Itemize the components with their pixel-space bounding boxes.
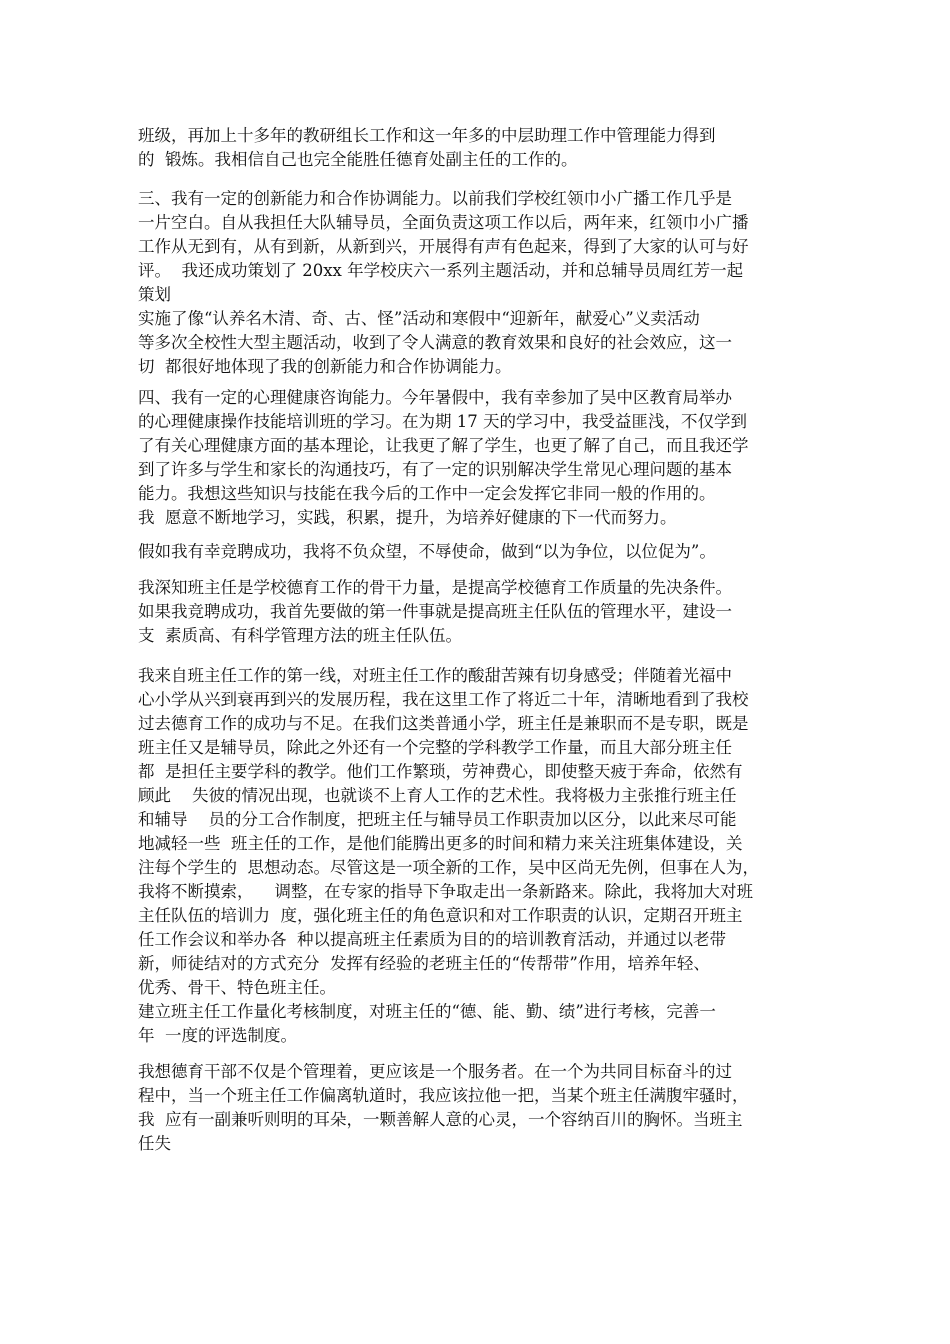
text-line: 假如我有幸竞聘成功，我将不负众望，不辱使命，做到“以为争位，以位促为”。 [138, 542, 716, 561]
text-line: 我深知班主任是学校德育工作的骨干力量，是提高学校德育工作质量的先决条件。 [138, 578, 732, 597]
paragraph-5 [138, 576, 818, 648]
text-line: 班主任又是辅导员，除此之外还有一个完整的学科教学工作量，而且大部分班主任 [138, 738, 732, 757]
paragraph-2 [138, 187, 818, 379]
text-line: 的 锻炼。我相信自己也完全能胜任德育处副主任的工作的。 [138, 150, 578, 169]
paragraph-1 [138, 124, 818, 172]
text-line: 我 愿意不断地学习，实践，积累，提升，为培养好健康的下一代而努力。 [138, 508, 677, 527]
text-line: 任失 [138, 1134, 171, 1153]
text-line: 工作从无到有，从有到新，从新到兴，开展得有声有色起来，得到了大家的认可与好 [138, 237, 749, 256]
paragraph-6 [138, 664, 818, 1048]
text-line: 心小学从兴到衰再到兴的发展历程，我在这里工作了将近二十年，清晰地看到了我校 [138, 690, 749, 709]
text-line: 程中，当一个班主任工作偏离轨道时，我应该拉他一把，当某个班主任满腹牢骚时， [138, 1086, 749, 1105]
text-line: 主任队伍的培训力 度，强化班主任的角色意识和对工作职责的认识，定期召开班主 [138, 906, 743, 925]
text-line: 三、我有一定的创新能力和合作协调能力。以前我们学校红领巾小广播工作几乎是 [138, 189, 732, 208]
text-line: 四、我有一定的心理健康咨询能力。今年暑假中，我有幸参加了吴中区教育局举办 [138, 388, 732, 407]
text-line: 到了许多与学生和家长的沟通技巧，有了一定的识别解决学生常见心理问题的基本 [138, 460, 732, 479]
text-line: 一片空白。自从我担任大队辅导员，全面负责这项工作以后，两年来，红领巾小广播 [138, 213, 749, 232]
text-line: 地减轻一些 班主任的工作，是他们能腾出更多的时间和精力来关注班集体建设，关 [138, 834, 743, 853]
text-line: 如果我竞聘成功，我首先要做的第一件事就是提高班主任队伍的管理水平，建设一 [138, 602, 732, 621]
text-line: 注每个学生的 思想动态。尽管这是一项全新的工作，吴中区尚无先例，但事在人为， [138, 858, 759, 877]
text-line: 我来自班主任工作的第一线，对班主任工作的酸甜苦辣有切身感受；伴随着光福中 [138, 666, 732, 685]
text-line: 都 是担任主要学科的教学。他们工作繁琐，劳神费心，即使整天疲于奔命，依然有 [138, 762, 743, 781]
text-line: 评。 我还成功策划了 20xx 年学校庆六一系列主题活动，并和总辅导员周红芳一起 [138, 261, 744, 280]
text-line: 我想德育干部不仅是个管理着，更应该是一个服务者。在一个为共同目标奋斗的过 [138, 1062, 732, 1081]
text-line: 等多次全校性大型主题活动，收到了令人满意的教育效果和良好的社会效应，这一 [138, 333, 732, 352]
text-line: 年 一度的评选制度。 [138, 1026, 297, 1045]
text-line: 优秀、骨干、特色班主任。 [138, 978, 336, 997]
text-line: 我将不断摸索， 调整，在专家的指导下争取走出一条新路来。除此，我将加大对班 [138, 882, 753, 901]
text-line: 班级，再加上十多年的教研组长工作和这一年多的中层助理工作中管理能力得到 [138, 126, 716, 145]
text-line: 任工作会议和举办各 种以提高班主任素质为目的的培训教育活动，并通过以老带 [138, 930, 726, 949]
text-line: 和辅导 员的分工合作制度，把班主任与辅导员工作职责加以区分，以此来尽可能 [138, 810, 737, 829]
text-line: 新，师徒结对的方式充分 发挥有经验的老班主任的“传帮带”作用，培养年轻、 [138, 954, 710, 973]
text-line: 支 素质高、有科学管理方法的班主任队伍。 [138, 626, 462, 645]
text-line: 了有关心理健康方面的基本理论，让我更了解了学生，也更了解了自己，而且我还学 [138, 436, 749, 455]
text-line: 能力。我想这些知识与技能在我今后的工作中一定会发挥它非同一般的作用的。 [138, 484, 716, 503]
text-line: 策划 [138, 285, 171, 304]
paragraph-3 [138, 386, 818, 530]
text-line: 的心理健康操作技能培训班的学习。在为期 17 天的学习中，我受益匪浅，不仅学到 [138, 412, 747, 431]
text-line: 顾此 失彼的情况出现，也就谈不上育人工作的艺术性。我将极力主张推行班主任 [138, 786, 737, 805]
text-line: 过去德育工作的成功与不足。在我们这类普通小学，班主任是兼职而不是专职，既是 [138, 714, 749, 733]
paragraph-4 [138, 540, 818, 564]
text-line: 我 应有一副兼听则明的耳朵，一颗善解人意的心灵，一个容纳百川的胸怀。当班主 [138, 1110, 743, 1129]
text-line: 实施了像“认养名木清、奇、古、怪”活动和寒假中“迎新年，献爱心”义卖活动 [138, 309, 700, 328]
paragraph-7 [138, 1060, 818, 1156]
text-line: 建立班主任工作量化考核制度，对班主任的“德、能、勤、绩”进行考核，完善一 [138, 1002, 716, 1021]
text-line: 切 都很好地体现了我的创新能力和合作协调能力。 [138, 357, 512, 376]
